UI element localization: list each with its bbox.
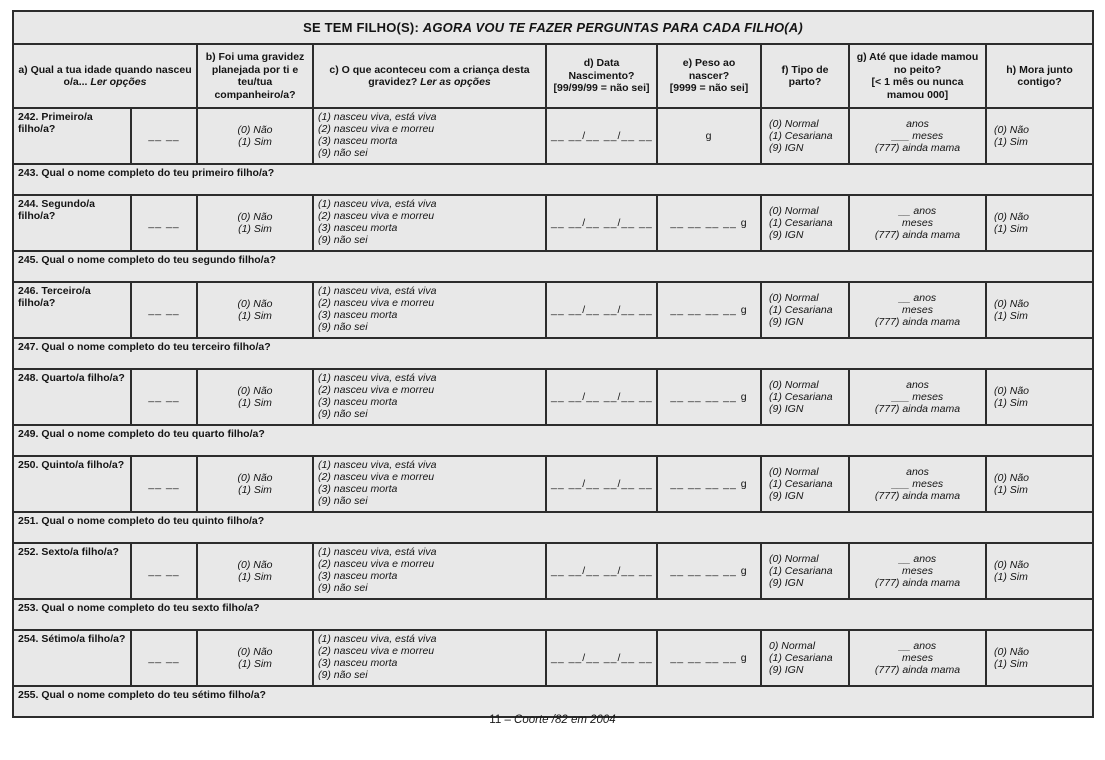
option-line: (1) nasceu viva, está viva [318, 111, 437, 123]
option-line: (3) nasceu morta [318, 396, 398, 408]
birthweight-blank-field: __ __ __ __ g [657, 630, 761, 686]
lives-with-options [986, 456, 1093, 512]
age-blank-field: __ __ [131, 456, 197, 512]
planned-pregnancy-options [197, 543, 313, 599]
column-header-breastfeed [849, 44, 986, 108]
breastfeeding-duration-options [849, 543, 986, 599]
page-number: 11 [489, 714, 502, 726]
planned-pregnancy-options [197, 195, 313, 251]
column-header-age [13, 44, 197, 108]
planned-pregnancy-options [197, 108, 313, 164]
child-question-label: 242. Primeiro/a filho/a? [13, 108, 131, 164]
option-line: ___ meses [891, 130, 944, 142]
child-question-row [13, 630, 1093, 686]
child-name-question: 251. Qual o nome completo do teu quinto filho/a? [13, 512, 1093, 543]
planned-pregnancy-options [197, 630, 313, 686]
option-line: (1) Cesariana [769, 652, 833, 664]
section-title [13, 11, 1093, 44]
option-line: (1) nasceu viva, está viva [318, 546, 437, 558]
child-name-question: 253. Qual o nome completo do teu sexto filho/a? [13, 599, 1093, 630]
column-header-weight-text: e) Peso ao nascer? [682, 57, 736, 82]
option-line: (0) Não [237, 298, 273, 310]
column-header-age-text: a) Qual a tua idade quando nasceu o/a... [18, 63, 192, 88]
column-header-breastfeed-text: g) Até que idade mamou no peito? [856, 51, 979, 76]
planned-pregnancy-options [197, 282, 313, 338]
option-line: (777) ainda mama [874, 490, 961, 502]
birthweight-blank-field: g [657, 108, 761, 164]
pregnancy-outcome-options [313, 282, 546, 338]
birthweight-blank-field: __ __ __ __ g [657, 195, 761, 251]
section-title-row [13, 11, 1093, 44]
lives-with-options [986, 195, 1093, 251]
option-line: (9) não sei [318, 495, 368, 507]
child-name-question: 243. Qual o nome completo do teu primeiro filho/a? [13, 164, 1093, 195]
option-line: (1) Sim [994, 484, 1028, 496]
child-name-row [13, 686, 1093, 717]
lives-with-options [986, 630, 1093, 686]
column-header-birthdate [546, 44, 657, 108]
pregnancy-outcome-options [313, 630, 546, 686]
option-line: (0) Não [994, 646, 1030, 658]
child-question-label: 250. Quinto/a filho/a? [13, 456, 131, 512]
breastfeeding-duration-options [849, 456, 986, 512]
option-line: (0) Normal [769, 292, 819, 304]
child-name-question: 247. Qual o nome completo do teu terceiro filho/a? [13, 338, 1093, 369]
option-line: (1) nasceu viva, está viva [318, 372, 437, 384]
option-line: (2) nasceu viva e morreu [318, 558, 435, 570]
footer-separator: – [504, 714, 511, 726]
option-line: (3) nasceu morta [318, 135, 398, 147]
option-line: (9) IGN [769, 490, 804, 502]
section-title-instruction: AGORA VOU TE FAZER PERGUNTAS PARA CADA FILHO(A) [422, 19, 803, 35]
child-name-question: 245. Qual o nome completo do teu segundo filho/a? [13, 251, 1093, 282]
option-line: (1) Cesariana [769, 130, 833, 142]
option-line: (3) nasceu morta [318, 222, 398, 234]
option-line: (9) não sei [318, 234, 368, 246]
option-line: (1) Sim [238, 310, 272, 322]
option-line: (0) Não [237, 124, 273, 136]
option-line: (9) IGN [769, 142, 804, 154]
option-line: (1) Cesariana [769, 565, 833, 577]
option-line: (1) nasceu viva, está viva [318, 459, 437, 471]
birthdate-blank-field: __ __/__ __/__ __ [546, 108, 657, 164]
birthweight-blank-field: __ __ __ __ g [657, 543, 761, 599]
option-line: (1) Sim [994, 658, 1028, 670]
column-header-delivery-text: f) Tipo de parto? [781, 63, 829, 88]
option-line: __ anos [898, 292, 937, 304]
age-blank-field: __ __ [131, 369, 197, 425]
child-name-row [13, 164, 1093, 195]
option-line: (1) Sim [994, 397, 1028, 409]
planned-pregnancy-options [197, 456, 313, 512]
option-line: (9) IGN [769, 229, 804, 241]
option-line: (2) nasceu viva e morreu [318, 471, 435, 483]
option-line: (3) nasceu morta [318, 570, 398, 582]
birthweight-blank-field: __ __ __ __ g [657, 282, 761, 338]
option-line: (1) nasceu viva, está viva [318, 198, 437, 210]
child-name-row [13, 251, 1093, 282]
column-header-outcome-note: Ler as opções [420, 76, 491, 88]
option-line: (1) Sim [994, 571, 1028, 583]
column-header-lives-with [986, 44, 1093, 108]
breastfeeding-duration-options [849, 630, 986, 686]
child-name-question: 249. Qual o nome completo do teu quarto filho/a? [13, 425, 1093, 456]
option-line: (9) IGN [769, 316, 804, 328]
delivery-type-options [761, 108, 849, 164]
option-line: (0) Não [237, 472, 273, 484]
column-header-lives-with-text: h) Mora junto contigo? [1006, 63, 1073, 88]
option-line: (9) IGN [769, 403, 804, 415]
children-questions-table [12, 10, 1094, 718]
option-line: (0) Normal [769, 379, 819, 391]
column-header-weight-code: [9999 = não sei] [669, 82, 749, 95]
lives-with-options [986, 369, 1093, 425]
option-line: __ anos [898, 205, 937, 217]
option-line: (1) Sim [238, 223, 272, 235]
option-line: (777) ainda mama [874, 577, 961, 589]
child-name-row [13, 338, 1093, 369]
option-line: (2) nasceu viva e morreu [318, 210, 435, 222]
child-question-label: 248. Quarto/a filho/a? [13, 369, 131, 425]
child-name-row [13, 599, 1093, 630]
age-blank-field: __ __ [131, 630, 197, 686]
option-line: (2) nasceu viva e morreu [318, 297, 435, 309]
option-line: (9) IGN [769, 664, 804, 676]
birthdate-blank-field: __ __/__ __/__ __ [546, 369, 657, 425]
option-line: (2) nasceu viva e morreu [318, 645, 435, 657]
option-line: meses [902, 217, 933, 229]
breastfeeding-duration-options [849, 369, 986, 425]
option-line: anos [906, 466, 929, 478]
lives-with-options [986, 108, 1093, 164]
option-line: (0) Não [994, 559, 1030, 571]
column-header-age-note: Ler opções [90, 76, 147, 88]
option-line: meses [902, 565, 933, 577]
page-footer [0, 714, 1105, 726]
delivery-type-options [761, 630, 849, 686]
option-line: (777) ainda mama [874, 142, 961, 154]
birthdate-blank-field: __ __/__ __/__ __ [546, 195, 657, 251]
birthweight-blank-field: __ __ __ __ g [657, 369, 761, 425]
age-blank-field: __ __ [131, 108, 197, 164]
child-question-row [13, 369, 1093, 425]
age-blank-field: __ __ [131, 543, 197, 599]
option-line: (1) Sim [994, 136, 1028, 148]
delivery-type-options [761, 195, 849, 251]
option-line: (0) Não [994, 124, 1030, 136]
birthdate-blank-field: __ __/__ __/__ __ [546, 456, 657, 512]
lives-with-options [986, 543, 1093, 599]
section-title-prefix: SE TEM FILHO(S): [303, 19, 419, 35]
option-line: (0) Não [237, 646, 273, 658]
child-name-question: 255. Qual o nome completo do teu sétimo filho/a? [13, 686, 1093, 717]
option-line: (777) ainda mama [874, 403, 961, 415]
option-line: (777) ainda mama [874, 316, 961, 328]
option-line: (1) Cesariana [769, 478, 833, 490]
child-question-row [13, 282, 1093, 338]
option-line: (0) Não [994, 298, 1030, 310]
pregnancy-outcome-options [313, 369, 546, 425]
option-line: (777) ainda mama [874, 664, 961, 676]
option-line: ___ meses [891, 391, 944, 403]
child-question-row [13, 543, 1093, 599]
option-line: (1) Sim [238, 136, 272, 148]
option-line: (0) Não [237, 211, 273, 223]
child-question-label: 252. Sexto/a filho/a? [13, 543, 131, 599]
age-blank-field: __ __ [131, 282, 197, 338]
column-header-planned [197, 44, 313, 108]
pregnancy-outcome-options [313, 543, 546, 599]
option-line: (9) não sei [318, 408, 368, 420]
option-line: (1) Cesariana [769, 391, 833, 403]
birthdate-blank-field: __ __/__ __/__ __ [546, 282, 657, 338]
child-question-label: 254. Sétimo/a filho/a? [13, 630, 131, 686]
pregnancy-outcome-options [313, 456, 546, 512]
option-line: (1) Sim [994, 223, 1028, 235]
option-line: (1) Sim [238, 658, 272, 670]
form-table-body [13, 108, 1093, 717]
column-header-delivery [761, 44, 849, 108]
option-line: (0) Não [237, 385, 273, 397]
option-line: (2) nasceu viva e morreu [318, 123, 435, 135]
child-question-label: 246. Terceiro/a filho/a? [13, 282, 131, 338]
option-line: (0) Não [994, 211, 1030, 223]
option-line: (1) Sim [238, 571, 272, 583]
option-line: (9) não sei [318, 147, 368, 159]
pregnancy-outcome-options [313, 108, 546, 164]
lives-with-options [986, 282, 1093, 338]
child-name-row [13, 425, 1093, 456]
option-line: anos [906, 379, 929, 391]
option-line: (1) Sim [238, 397, 272, 409]
column-header-outcome-text: c) O que aconteceu com a criança desta gravidez? [329, 63, 530, 88]
delivery-type-options [761, 282, 849, 338]
column-header-birthdate-text: d) Data Nascimento? [568, 57, 635, 82]
option-line: (3) nasceu morta [318, 657, 398, 669]
option-line: (3) nasceu morta [318, 309, 398, 321]
child-name-row [13, 512, 1093, 543]
column-header-row [13, 44, 1093, 108]
option-line: anos [906, 118, 929, 130]
age-blank-field: __ __ [131, 195, 197, 251]
option-line: (1) Cesariana [769, 217, 833, 229]
option-line: 0) Normal [769, 640, 816, 652]
column-header-planned-text: b) Foi uma gravidez planejada por ti e teu/tua companheiro/a? [205, 51, 305, 101]
option-line: (2) nasceu viva e morreu [318, 384, 435, 396]
delivery-type-options [761, 456, 849, 512]
planned-pregnancy-options [197, 369, 313, 425]
option-line: (9) não sei [318, 669, 368, 681]
option-line: (0) Não [237, 559, 273, 571]
option-line: (1) Sim [994, 310, 1028, 322]
pregnancy-outcome-options [313, 195, 546, 251]
child-question-row [13, 195, 1093, 251]
option-line: meses [902, 304, 933, 316]
footer-note: Coorte /82 em 2004 [514, 714, 616, 726]
option-line: (1) Sim [238, 484, 272, 496]
birthweight-blank-field: __ __ __ __ g [657, 456, 761, 512]
option-line: (1) nasceu viva, está viva [318, 633, 437, 645]
option-line: (777) ainda mama [874, 229, 961, 241]
option-line: (1) nasceu viva, está viva [318, 285, 437, 297]
option-line: (9) IGN [769, 577, 804, 589]
option-line: __ anos [898, 553, 937, 565]
birthdate-blank-field: __ __/__ __/__ __ [546, 630, 657, 686]
breastfeeding-duration-options [849, 282, 986, 338]
column-header-weight [657, 44, 761, 108]
option-line: ___ meses [891, 478, 944, 490]
option-line: (0) Normal [769, 118, 819, 130]
option-line: (1) Cesariana [769, 304, 833, 316]
option-line: (0) Normal [769, 553, 819, 565]
option-line: (3) nasceu morta [318, 483, 398, 495]
delivery-type-options [761, 543, 849, 599]
column-header-birthdate-code: [99/99/99 = não sei] [553, 82, 650, 95]
option-line: (0) Não [994, 472, 1030, 484]
delivery-type-options [761, 369, 849, 425]
child-question-row [13, 456, 1093, 512]
child-question-label: 244. Segundo/a filho/a? [13, 195, 131, 251]
option-line: (9) não sei [318, 321, 368, 333]
child-question-row [13, 108, 1093, 164]
option-line: (0) Não [994, 385, 1030, 397]
breastfeeding-duration-options [849, 108, 986, 164]
option-line: (0) Normal [769, 466, 819, 478]
option-line: (0) Normal [769, 205, 819, 217]
option-line: meses [902, 652, 933, 664]
column-header-breastfeed-code: [< 1 mês ou nunca mamou 000] [871, 76, 964, 101]
breastfeeding-duration-options [849, 195, 986, 251]
option-line: (9) não sei [318, 582, 368, 594]
birthdate-blank-field: __ __/__ __/__ __ [546, 543, 657, 599]
column-header-outcome [313, 44, 546, 108]
option-line: __ anos [898, 640, 937, 652]
